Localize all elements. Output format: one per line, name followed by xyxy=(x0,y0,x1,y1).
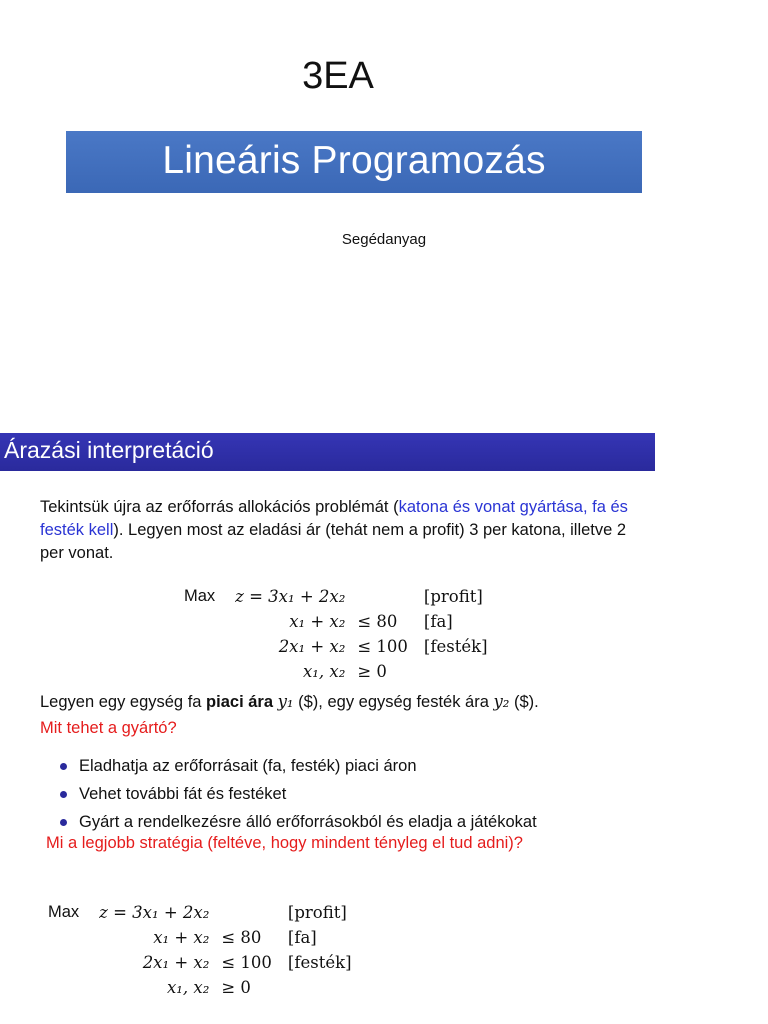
lp-constraint-tag: [fa] xyxy=(423,612,453,631)
lp-constraint-row xyxy=(178,634,494,659)
lp-constraint-rel: ≤ 80 xyxy=(221,928,262,947)
price-text-end: ($). xyxy=(509,693,539,711)
lp-constraint-rel: ≥ 0 xyxy=(357,662,387,681)
lp-objective-row xyxy=(42,900,358,925)
title-banner xyxy=(66,131,642,193)
list-item-text: Vehet további fát és festéket xyxy=(79,784,287,803)
lp-constraint-rel: ≤ 80 xyxy=(357,612,398,631)
intro-highlight: katona és vonat gyártása, fa és festék kell xyxy=(40,498,628,539)
lp-constraint-lhs: x₁ + x₂ xyxy=(289,612,346,631)
price-text-start: Legyen egy egység fa xyxy=(40,693,207,711)
list-item-text: Gyárt a rendelkezésre álló erőforrásokból és eladja a játékokat xyxy=(79,812,537,831)
lp-constraint-lhs: x₁ + x₂ xyxy=(153,928,210,947)
lp-constraint-tag: [festék] xyxy=(423,637,488,656)
options-list xyxy=(60,752,537,836)
lp-objective-row xyxy=(178,584,494,609)
lp-constraint-tag xyxy=(418,659,494,684)
max-label: Max xyxy=(48,903,80,921)
lp-model-repeat xyxy=(42,900,358,1000)
list-item-text: Eladhatja az erőforrásait (fa, festék) piaci áron xyxy=(79,756,417,775)
lp-model xyxy=(178,584,494,684)
lp-constraint-rel: ≤ 100 xyxy=(357,637,408,656)
slide-title: Árazási interpretáció xyxy=(4,437,214,463)
lp-constraint-row xyxy=(42,975,358,1000)
lp-objective-tag: [profit] xyxy=(423,587,483,606)
lp-constraint-lhs: 2x₁ + x₂ xyxy=(142,953,210,972)
lp-constraint-rel: ≥ 0 xyxy=(221,978,251,997)
lp-constraint-tag xyxy=(282,975,358,1000)
market-price-sentence xyxy=(40,692,539,712)
question-what-can-manufacturer-do: Mit tehet a gyártó? xyxy=(40,719,177,737)
max-label: Max xyxy=(184,587,216,605)
bullet-icon xyxy=(60,791,67,798)
price-text-middle: ($), egy egység festék ára xyxy=(293,693,494,711)
lp-objective: z = 3x₁ + 2x₂ xyxy=(99,903,210,922)
lp-objective-rel xyxy=(215,900,282,925)
document-code: 3EA xyxy=(302,55,374,97)
price-variable-y2: y₂ xyxy=(493,692,510,711)
bullet-icon xyxy=(60,763,67,770)
lp-constraint-row xyxy=(178,609,494,634)
list-item xyxy=(60,752,537,780)
lp-constraint-row xyxy=(42,950,358,975)
intro-text-start: Tekintsük újra az erőforrás allokációs problémát ( xyxy=(40,498,399,516)
lp-constraint-row xyxy=(178,659,494,684)
intro-text-end: ). Legyen most az eladási ár (tehát nem a profit) 3 per katona, illetve 2 per vonat. xyxy=(40,521,627,562)
bullet-icon xyxy=(60,819,67,826)
list-item xyxy=(60,808,537,836)
price-bold-term: piaci ára xyxy=(206,693,274,711)
document-subtitle: Segédanyag xyxy=(341,231,427,248)
document-title: Lineáris Programozás xyxy=(162,139,546,182)
question-best-strategy: Mi a legjobb stratégia (feltéve, hogy mindent tényleg el tud adni)? xyxy=(46,834,523,852)
slide-header-bar xyxy=(0,433,655,471)
lp-objective-rel xyxy=(351,584,418,609)
lp-objective: z = 3x₁ + 2x₂ xyxy=(235,587,346,606)
lp-constraint-lhs: x₁, x₂ xyxy=(167,978,210,997)
price-variable-y1: y₁ xyxy=(277,692,294,711)
list-item xyxy=(60,780,537,808)
lp-constraint-lhs: 2x₁ + x₂ xyxy=(278,637,346,656)
lp-objective-tag: [profit] xyxy=(287,903,347,922)
lp-constraint-tag: [festék] xyxy=(287,953,352,972)
lp-constraint-tag: [fa] xyxy=(287,928,317,947)
lp-constraint-row xyxy=(42,925,358,950)
intro-paragraph xyxy=(40,496,650,565)
lp-constraint-rel: ≤ 100 xyxy=(221,953,272,972)
lp-constraint-lhs: x₁, x₂ xyxy=(303,662,346,681)
